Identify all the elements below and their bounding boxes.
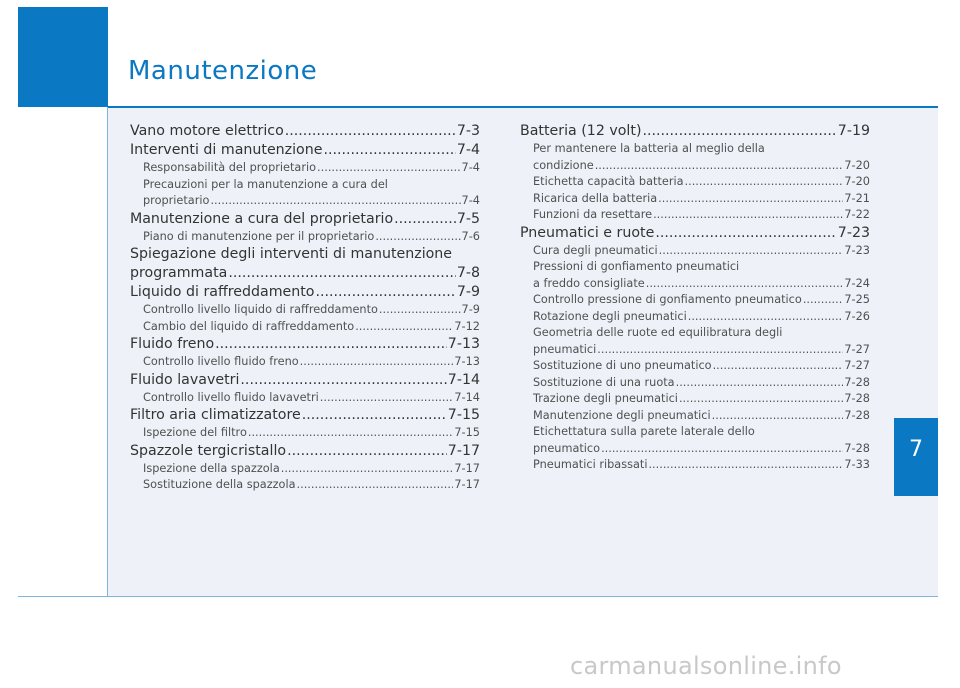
toc-subentry[interactable]: a freddo consigliate ..... 7-24 <box>520 276 870 293</box>
toc-subentry[interactable]: Controllo pressione di gonfiamento pneumatico ..... 7-25 <box>520 292 870 309</box>
toc-entry[interactable]: Fluido freno ..... 7-13 <box>130 335 480 354</box>
toc-entry[interactable]: Manutenzione a cura del proprietario ..... 7-5 <box>130 210 480 229</box>
toc-subentry[interactable]: Pneumatici ribassati ..... 7-33 <box>520 457 870 474</box>
chapter-color-block <box>18 7 108 107</box>
toc-entry[interactable]: Interventi di manutenzione ..... 7-4 <box>130 141 480 160</box>
footer-rule <box>18 596 938 597</box>
toc-entry[interactable]: Vano motore elettrico ..... 7-3 <box>130 122 480 141</box>
chapter-tab-number: 7 <box>909 437 923 462</box>
toc-subentry-line: Geometria delle ruote ed equilibratura degli <box>533 326 783 339</box>
toc-subentry[interactable]: Cambio del liquido di raffreddamento ..... 7-12 <box>130 319 480 336</box>
toc-subentry-line: Per mantenere la batteria al meglio della <box>533 142 765 155</box>
toc-subentry[interactable]: Sostituzione della spazzola ..... 7-17 <box>130 477 480 494</box>
toc-subentry[interactable]: proprietario ..... 7-4 <box>130 193 480 210</box>
toc-entry[interactable]: Spazzole tergicristallo ..... 7-17 <box>130 442 480 461</box>
toc-subentry[interactable]: condizione ..... 7-20 <box>520 158 870 175</box>
toc-entry[interactable]: Pneumatici e ruote ..... 7-23 <box>520 224 870 243</box>
toc-column-left <box>130 122 480 494</box>
toc-column-right <box>520 122 870 474</box>
toc-subentry[interactable]: Controllo livello fluido freno ..... 7-13 <box>130 354 480 371</box>
toc-subentry[interactable]: Controllo livello fluido lavavetri ..... 7-14 <box>130 390 480 407</box>
watermark: carmanualsonline.info <box>570 652 842 680</box>
toc-entry[interactable]: programmata ..... 7-8 <box>130 264 480 283</box>
toc-subentry[interactable]: pneumatici ..... 7-27 <box>520 342 870 359</box>
toc-subentry[interactable]: pneumatico ..... 7-28 <box>520 441 870 458</box>
toc-subentry-line: Etichettatura sulla parete laterale dello <box>533 425 755 438</box>
toc-subentry[interactable]: Rotazione degli pneumatici ..... 7-26 <box>520 309 870 326</box>
toc-entry-line: Spiegazione degli interventi di manutenzione <box>130 246 453 262</box>
toc-entry[interactable]: Liquido di raffreddamento ..... 7-9 <box>130 283 480 302</box>
toc-subentry-line: Pressioni di gonfiamento pneumatici <box>533 260 740 273</box>
toc-subentry[interactable]: Sostituzione di una ruota ..... 7-28 <box>520 375 870 392</box>
toc-entry[interactable]: Fluido lavavetri ..... 7-14 <box>130 371 480 390</box>
toc-subentry[interactable]: Controllo livello liquido di raffreddamento ..... 7-9 <box>130 302 480 319</box>
page-title: Manutenzione <box>128 56 318 86</box>
toc-subentry[interactable]: Ispezione del filtro ..... 7-15 <box>130 425 480 442</box>
toc-subentry[interactable]: Etichetta capacità batteria ..... 7-20 <box>520 174 870 191</box>
toc-subentry[interactable]: Trazione degli pneumatici ..... 7-28 <box>520 391 870 408</box>
toc-subentry[interactable]: Piano di manutenzione per il proprietario ..... 7-6 <box>130 229 480 246</box>
toc-entry[interactable]: Filtro aria climatizzatore ..... 7-15 <box>130 406 480 425</box>
header-rule <box>108 106 938 108</box>
toc-subentry[interactable]: Ispezione della spazzola ..... 7-17 <box>130 461 480 478</box>
toc-subentry[interactable]: Cura degli pneumatici ..... 7-23 <box>520 243 870 260</box>
toc-subentry[interactable]: Manutenzione degli pneumatici ..... 7-28 <box>520 408 870 425</box>
toc-subentry[interactable]: Funzioni da resettare ..... 7-22 <box>520 207 870 224</box>
toc-entry[interactable]: Batteria (12 volt) ..... 7-19 <box>520 122 870 141</box>
margin-rule <box>107 107 108 597</box>
toc-subentry[interactable]: Ricarica della batteria ..... 7-21 <box>520 191 870 208</box>
toc-subentry[interactable]: Responsabilità del proprietario ..... 7-4 <box>130 160 480 177</box>
toc-subentry[interactable]: Sostituzione di uno pneumatico ..... 7-27 <box>520 358 870 375</box>
toc-subentry-line: Precauzioni per la manutenzione a cura del <box>143 177 388 191</box>
